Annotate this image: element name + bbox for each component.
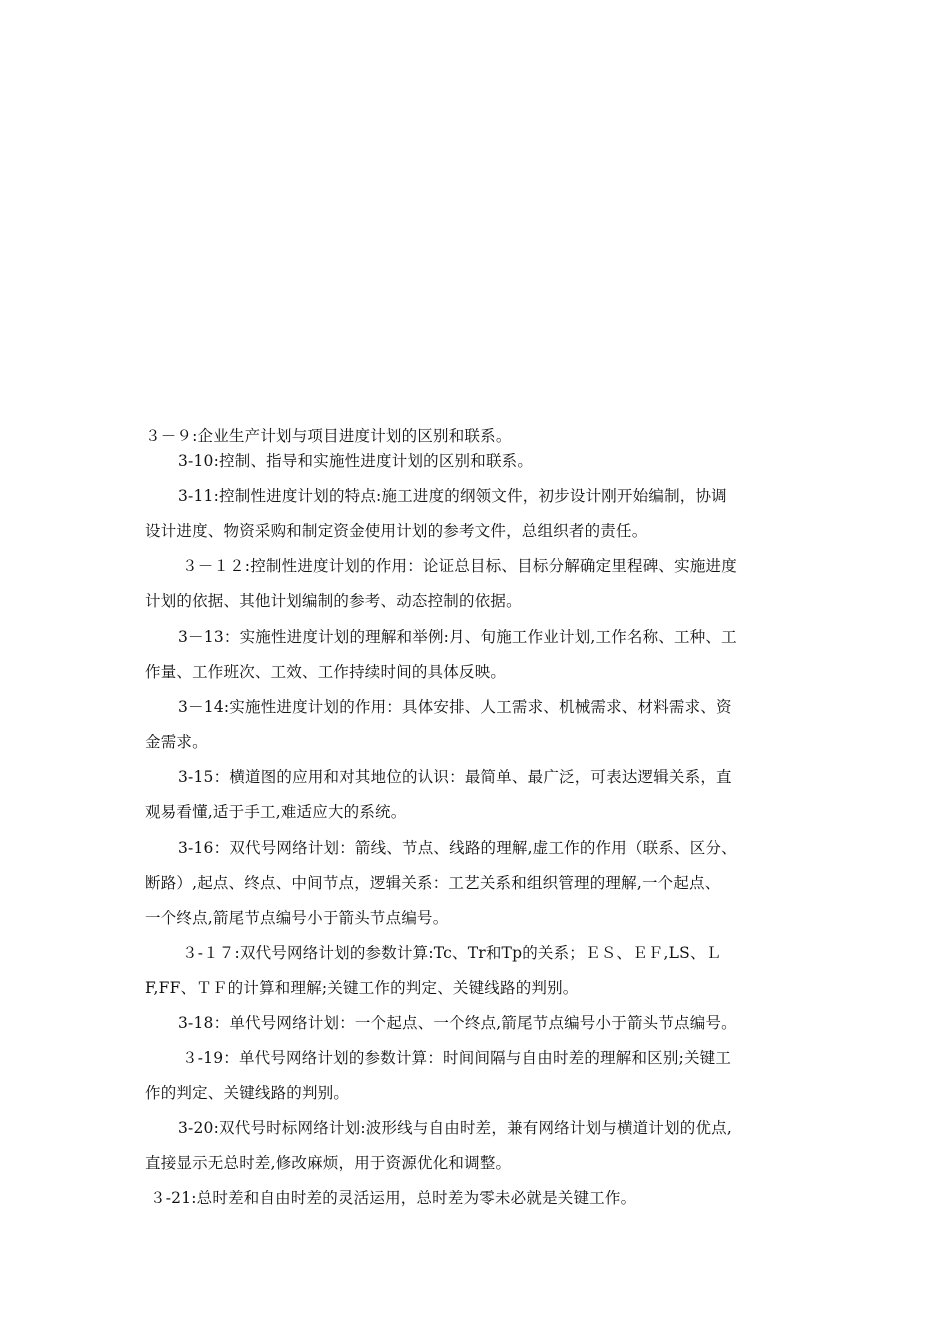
text-line: 3-15：横道图的应用和对其地位的认识：最简单、最广泛，可表达逻辑关系，直	[178, 768, 732, 786]
text-line: ３-21:总时差和自由时差的灵活运用，总时差为零未必就是关键工作。	[150, 1189, 637, 1207]
text-line: ３-１７:双代号网络计划的参数计算:Tc、Tr和Tp的关系；ＥＳ、ＥＦ,LS、Ｌ	[182, 944, 722, 962]
text-line: 3－14:实施性进度计划的作用：具体安排、人工需求、机械需求、材料需求、资	[178, 698, 732, 716]
text-line: 一个终点,箭尾节点编号小于箭头节点编号。	[145, 909, 449, 927]
text-line: 作量、工作班次、工效、工作持续时间的具体反映。	[145, 663, 507, 681]
text-line: 直接显示无总时差,修改麻烦，用于资源优化和调整。	[145, 1154, 512, 1172]
text-line: 3－13：实施性进度计划的理解和举例:月、旬施工作业计划,工作名称、工种、工	[178, 628, 737, 646]
text-line: 设计进度、物资采购和制定资金使用计划的参考文件，总组织者的责任。	[145, 522, 648, 540]
text-line: ３－９:企业生产计划与项目进度计划的区别和联系。	[145, 427, 512, 445]
text-line: 3-11:控制性进度计划的特点:施工进度的纲领文件，初步设计刚开始编制，协调	[178, 487, 727, 505]
text-line: 断路）,起点、终点、中间节点，逻辑关系：工艺关系和组织管理的理解,一个起点、	[145, 874, 721, 892]
text-line: F,FF、ＴＦ的计算和理解;关键工作的判定、关键线路的判别。	[145, 979, 579, 997]
text-line: 计划的依据、其他计划编制的参考、动态控制的依据。	[145, 592, 522, 610]
text-line: 3-20:双代号时标网络计划:波形线与自由时差，兼有网络计划与横道计划的优点,	[178, 1119, 732, 1137]
text-line: 3-10:控制、指导和实施性进度计划的区别和联系。	[178, 452, 534, 470]
text-line: ３-19：单代号网络计划的参数计算：时间间隔与自由时差的理解和区别;关键工	[182, 1049, 732, 1067]
text-line: 观易看懂,适于手工,难适应大的系统。	[145, 803, 407, 821]
text-line: 作的判定、关键线路的判别。	[145, 1084, 350, 1102]
text-line: 金需求。	[145, 733, 208, 751]
text-line: ３－１２:控制性进度计划的作用：论证总目标、目标分解确定里程碑、实施进度	[182, 557, 737, 575]
text-line: 3-16：双代号网络计划：箭线、节点、线路的理解,虚工作的作用（联系、区分、	[178, 839, 737, 857]
text-line: 3-18：单代号网络计划：一个起点、一个终点,箭尾节点编号小于箭头节点编号。	[178, 1014, 737, 1032]
